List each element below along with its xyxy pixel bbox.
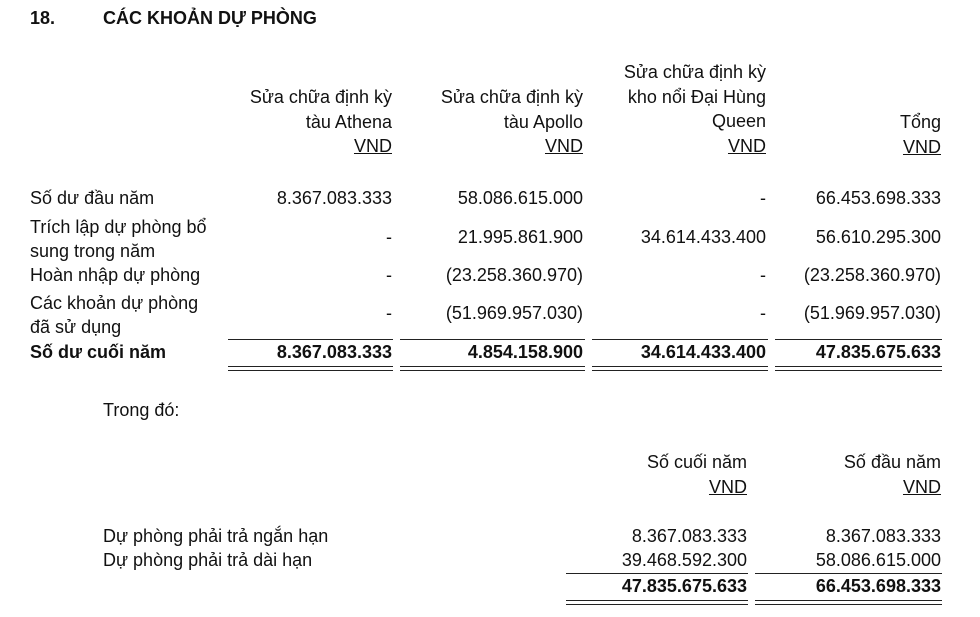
cell-athena: - (386, 227, 392, 247)
col-header-line: tàu Athena (305, 111, 392, 132)
cell-apollo: 21.995.861.900 (457, 227, 583, 247)
col-header-line: Sửa chữa định kỳ (440, 87, 583, 107)
cell-apollo: (51.969.957.030) (445, 303, 583, 323)
col-header-so-cuoi-nam (647, 450, 747, 499)
total-athena: 8.367.083.333 (276, 342, 392, 362)
row-label-line: sung trong năm (30, 241, 156, 261)
double-total-line (400, 366, 585, 371)
subtotal-line (592, 339, 768, 340)
row-label-line: Trích lập dự phòng bổ (30, 217, 207, 237)
subtotal-line (755, 573, 942, 574)
col-header-line: Sửa chữa định kỳ (623, 62, 766, 82)
double-total-line (566, 600, 748, 605)
cell-so-cuoi-nam: 39.468.592.300 (621, 550, 747, 570)
col-header-tong (900, 110, 941, 159)
row-label-line: đã sử dụng (30, 317, 122, 337)
subtotal-line (400, 339, 585, 340)
cell-dai-hung: 34.614.433.400 (640, 227, 766, 247)
col-unit: VND (727, 135, 766, 156)
cell-dai-hung: - (760, 303, 766, 323)
col-header-dai-hung (624, 60, 766, 158)
col-header-athena (250, 85, 392, 159)
row-label: Dự phòng phải trả ngắn hạn (103, 526, 329, 546)
col-header-line: Số cuối năm (646, 452, 747, 472)
subtotal-line (228, 339, 393, 340)
row-label: Hoàn nhập dự phòng (30, 265, 201, 285)
col-header-line: Số đầu năm (843, 452, 941, 472)
double-total-line (755, 600, 942, 605)
double-total-line (592, 366, 768, 371)
cell-apollo: (23.258.360.970) (445, 265, 583, 285)
row-label: Số dư đầu năm (30, 188, 155, 208)
trong-do-label: Trong đó: (103, 400, 180, 420)
row-label (30, 215, 207, 263)
total-apollo: 4.854.158.900 (467, 342, 583, 362)
cell-tong: 66.453.698.333 (815, 188, 941, 208)
cell-athena: - (386, 265, 392, 285)
section-number: 18. (30, 8, 56, 28)
col-header-line: tàu Apollo (503, 111, 583, 132)
col-header-line: Queen (711, 111, 766, 131)
cell-dai-hung: - (760, 265, 766, 285)
cell-apollo: 58.086.615.000 (457, 188, 583, 208)
total-so-dau-nam: 66.453.698.333 (815, 576, 941, 596)
col-unit: VND (353, 136, 392, 156)
cell-tong: (51.969.957.030) (803, 303, 941, 323)
double-total-line (775, 366, 942, 371)
col-unit: VND (902, 476, 941, 497)
cell-so-cuoi-nam: 8.367.083.333 (631, 526, 747, 546)
cell-athena: - (386, 303, 392, 323)
col-unit: VND (544, 136, 583, 156)
row-label: Dự phòng phải trả dài hạn (103, 550, 313, 570)
col-header-line: Sửa chữa định kỳ (249, 87, 392, 107)
col-header-line: kho nổi Đại Hùng (627, 86, 766, 107)
total-tong: 47.835.675.633 (815, 342, 941, 362)
subtotal-line (566, 573, 748, 574)
row-label (30, 291, 198, 339)
col-header-apollo (441, 85, 583, 159)
cell-tong: (23.258.360.970) (803, 265, 941, 285)
double-total-line (228, 366, 393, 371)
cell-dai-hung: - (760, 188, 766, 208)
total-dai-hung: 34.614.433.400 (640, 342, 766, 362)
col-unit: VND (902, 136, 941, 157)
total-label: Số dư cuối năm (30, 342, 167, 362)
cell-tong: 56.610.295.300 (815, 227, 941, 247)
total-so-cuoi-nam: 47.835.675.633 (621, 576, 747, 596)
col-header-so-dau-nam (844, 450, 941, 499)
section-title: CÁC KHOẢN DỰ PHÒNG (103, 8, 317, 28)
row-label-line: Các khoản dự phòng (30, 293, 199, 313)
col-unit: VND (708, 476, 747, 497)
cell-athena: 8.367.083.333 (276, 188, 392, 208)
subtotal-line (775, 339, 942, 340)
col-header-line: Tổng (899, 112, 941, 132)
cell-so-dau-nam: 58.086.615.000 (815, 550, 941, 570)
cell-so-dau-nam: 8.367.083.333 (825, 526, 941, 546)
